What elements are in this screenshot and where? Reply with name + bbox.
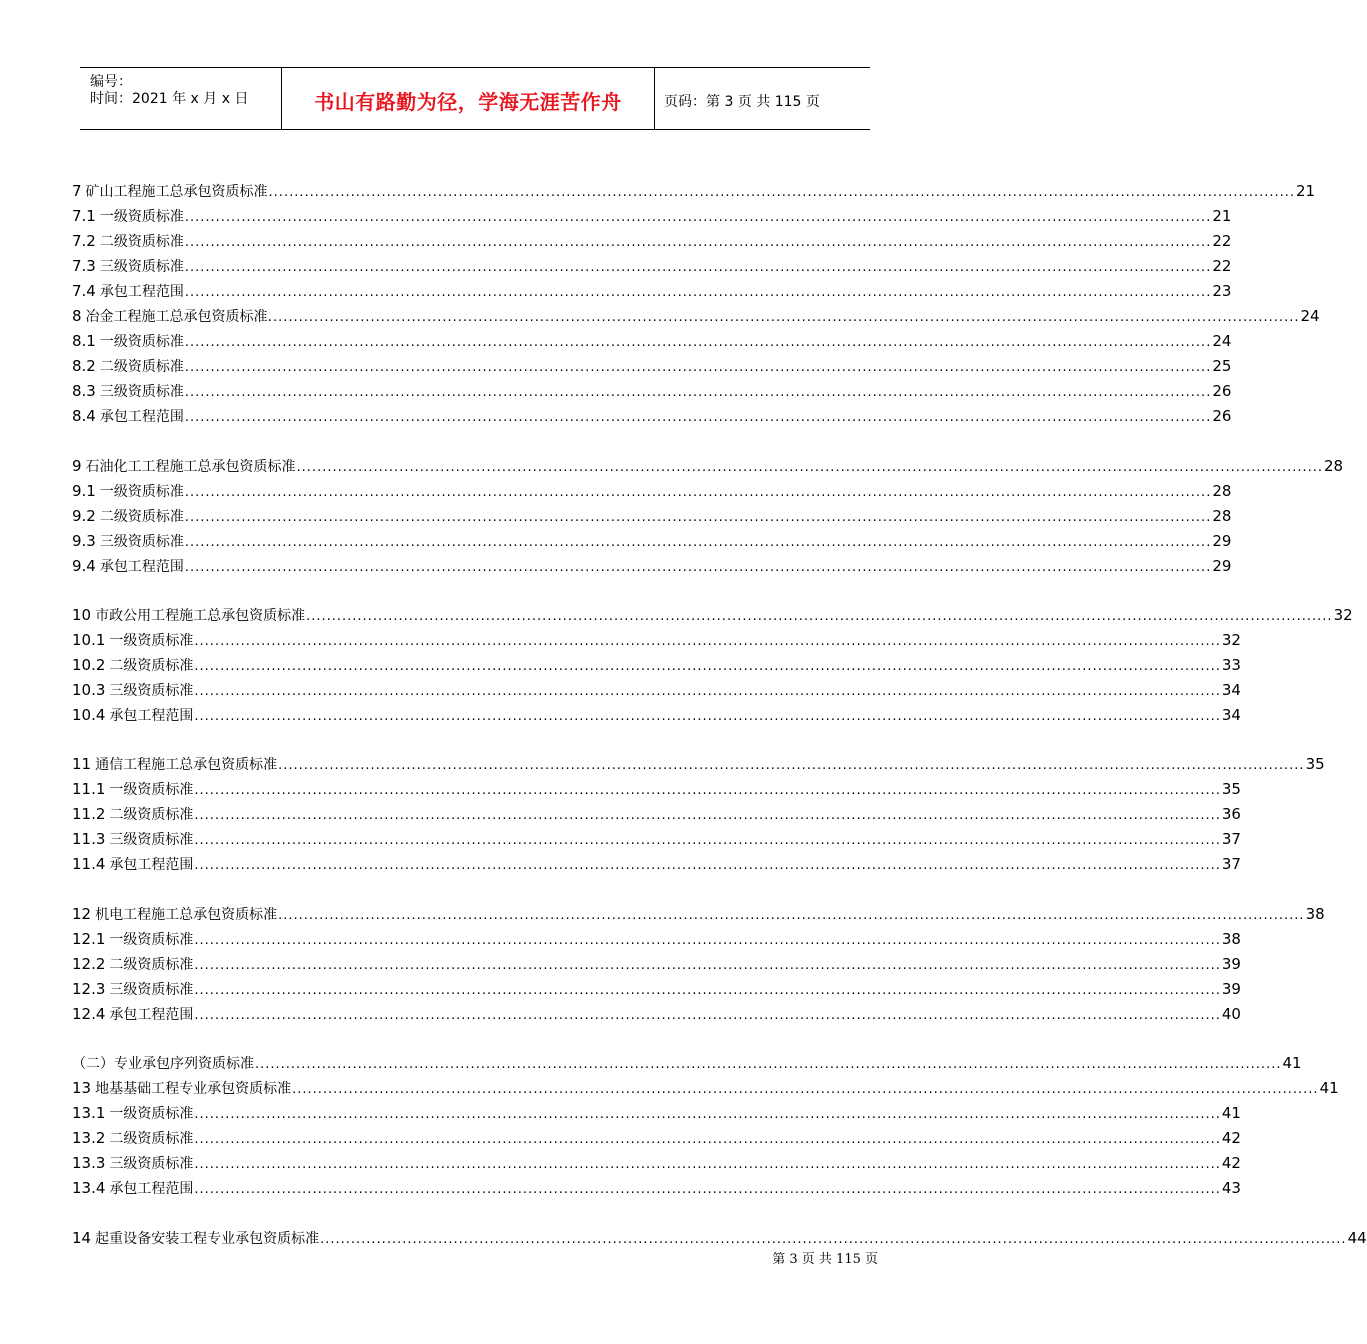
toc-entry[interactable] — [72, 405, 1232, 427]
toc-entry[interactable] — [72, 803, 1241, 825]
toc-entry-number: 11.3 — [72, 830, 106, 848]
toc-entry-page: 42 — [1221, 1129, 1241, 1147]
header-page-cell — [655, 68, 870, 129]
toc-leader-dots: ........................................................................................................................................................................................................ — [194, 783, 1221, 798]
toc-entry-page: 24 — [1212, 332, 1232, 350]
toc-entry-page: 28 — [1324, 457, 1344, 475]
toc-entry-title: 承包工程范围 — [109, 708, 194, 724]
toc-entry-number: 8.2 — [72, 357, 96, 375]
toc-leader-dots: ........................................................................................................................................................................................................ — [255, 1057, 1282, 1072]
toc-leader-dots: ........................................................................................................................................................................................................ — [184, 410, 1212, 425]
toc-entry-number: 7 — [72, 182, 82, 200]
toc-entry-number: 12.1 — [72, 930, 106, 948]
toc-entry-number: 11.2 — [72, 805, 106, 823]
toc-entry-number: 8 — [72, 307, 82, 325]
toc-entry-title: 二级资质标准 — [99, 234, 184, 250]
toc-entry-page: 23 — [1212, 282, 1232, 300]
toc-entry[interactable] — [72, 230, 1232, 252]
toc-entry-number: 9.1 — [72, 482, 96, 500]
toc-leader-dots: ........................................................................................................................................................................................................ — [184, 560, 1212, 575]
toc-entry-number: 11.1 — [72, 780, 106, 798]
toc-entry-page: 22 — [1212, 257, 1232, 275]
toc-entry-title: 二级资质标准 — [99, 509, 184, 525]
toc-entry-page: 38 — [1305, 905, 1325, 923]
toc-entry[interactable] — [72, 1227, 1367, 1249]
toc-entry-number: 8.3 — [72, 382, 96, 400]
toc-entry[interactable] — [72, 679, 1241, 701]
toc-entry-number: 7.1 — [72, 207, 96, 225]
toc-leader-dots: ........................................................................................................................................................................................................ — [292, 1082, 1319, 1097]
toc-leader-dots: ........................................................................................................................................................................................................ — [194, 709, 1221, 724]
toc-entry-title: 起重设备安装工程专业承包资质标准 — [95, 1231, 320, 1247]
toc-leader-dots: ........................................................................................................................................................................................................ — [320, 1232, 1347, 1247]
toc-entry-title: 一级资质标准 — [99, 484, 184, 500]
toc-entry-page: 41 — [1319, 1079, 1339, 1097]
toc-entry-number: 13.2 — [72, 1129, 106, 1147]
toc-entry[interactable] — [72, 330, 1232, 352]
toc-entry-title: 三级资质标准 — [99, 259, 184, 275]
header-motto-cell — [282, 68, 655, 129]
toc-entry-page: 32 — [1333, 606, 1353, 624]
toc-leader-dots: ........................................................................................................................................................................................................ — [194, 1182, 1221, 1197]
toc-entry-title: 承包工程范围 — [99, 559, 184, 575]
toc-entry-page: 39 — [1221, 980, 1241, 998]
toc-entry-page: 40 — [1221, 1005, 1241, 1023]
toc-entry-page: 44 — [1347, 1229, 1367, 1247]
toc-entry-number: 12 — [72, 905, 92, 923]
toc-entry-page: 41 — [1221, 1104, 1241, 1122]
toc-entry-title: 二级资质标准 — [109, 658, 194, 674]
toc-entry-page: 35 — [1221, 780, 1241, 798]
toc-entry-number: 10.1 — [72, 631, 106, 649]
toc-entry-page: 36 — [1221, 805, 1241, 823]
toc-entry-title: 市政公用工程施工总承包资质标准 — [95, 608, 306, 624]
page-header — [80, 67, 870, 130]
toc-entry-page: 26 — [1212, 382, 1232, 400]
toc-entry-title: 石油化工工程施工总承包资质标准 — [85, 459, 296, 475]
toc-entry[interactable] — [72, 629, 1241, 651]
toc-entry-page: 29 — [1212, 532, 1232, 550]
toc-entry[interactable] — [72, 305, 1320, 327]
toc-entry[interactable] — [72, 455, 1344, 477]
toc-leader-dots: ........................................................................................................................................................................................................ — [306, 609, 1333, 624]
toc-leader-dots: ........................................................................................................................................................................................................ — [194, 858, 1221, 873]
toc-entry-title: 一级资质标准 — [99, 209, 184, 225]
toc-entry[interactable] — [72, 255, 1232, 277]
toc-entry-title: 一级资质标准 — [109, 782, 194, 798]
toc-entry[interactable] — [72, 953, 1241, 975]
toc-entry-number: 7.3 — [72, 257, 96, 275]
toc-entry-number: 13 — [72, 1079, 92, 1097]
toc-entry[interactable] — [72, 753, 1325, 775]
toc-leader-dots: ........................................................................................................................................................................................................ — [194, 634, 1221, 649]
document-number-label: 编号： — [90, 74, 132, 90]
toc-entry-number: 8.1 — [72, 332, 96, 350]
toc-entry-number: 12.2 — [72, 955, 106, 973]
toc-entry-page: 25 — [1212, 357, 1232, 375]
toc-entry-number: 9.2 — [72, 507, 96, 525]
toc-entry[interactable] — [72, 380, 1232, 402]
toc-entry-title: 承包工程范围 — [109, 857, 194, 873]
toc-entry-title: 矿山工程施工总承包资质标准 — [85, 184, 268, 200]
toc-leader-dots: ........................................................................................................................................................................................................ — [184, 210, 1212, 225]
toc-entry-page: 42 — [1221, 1154, 1241, 1172]
toc-entry-title: 二级资质标准 — [109, 807, 194, 823]
toc-leader-dots: ........................................................................................................................................................................................................ — [268, 185, 1296, 200]
toc-entry[interactable] — [72, 180, 1316, 202]
toc-entry[interactable] — [72, 205, 1232, 227]
toc-entry-title: 三级资质标准 — [99, 534, 184, 550]
toc-leader-dots: ........................................................................................................................................................................................................ — [194, 808, 1221, 823]
toc-entry-number: 13.1 — [72, 1104, 106, 1122]
toc-entry-title: 三级资质标准 — [109, 982, 194, 998]
toc-leader-dots: ........................................................................................................................................................................................................ — [278, 758, 1305, 773]
toc-entry-page: 33 — [1221, 656, 1241, 674]
toc-entry[interactable] — [72, 853, 1241, 875]
toc-leader-dots: ........................................................................................................................................................................................................ — [184, 360, 1212, 375]
toc-entry-title: 地基基础工程专业承包资质标准 — [95, 1081, 292, 1097]
toc-entry-number: 10.2 — [72, 656, 106, 674]
toc-entry-page: 34 — [1221, 681, 1241, 699]
toc-entry[interactable] — [72, 355, 1232, 377]
toc-entry-number: 8.4 — [72, 407, 96, 425]
toc-entry[interactable] — [72, 704, 1241, 726]
toc-entry-title: 一级资质标准 — [109, 932, 194, 948]
toc-entry-page: 21 — [1296, 182, 1316, 200]
toc-entry-number: 13.4 — [72, 1179, 106, 1197]
toc-entry[interactable] — [72, 903, 1325, 925]
toc-leader-dots: ........................................................................................................................................................................................................ — [194, 958, 1221, 973]
toc-leader-dots: ........................................................................................................................................................................................................ — [194, 983, 1221, 998]
toc-leader-dots: ........................................................................................................................................................................................................ — [194, 659, 1221, 674]
toc-entry-page: 39 — [1221, 955, 1241, 973]
toc-leader-dots: ........................................................................................................................................................................................................ — [273, 310, 1300, 325]
toc-leader-dots: ........................................................................................................................................................................................................ — [184, 285, 1212, 300]
toc-leader-dots: ........................................................................................................................................................................................................ — [184, 535, 1212, 550]
toc-entry-page: 26 — [1212, 407, 1232, 425]
toc-entry-title: 三级资质标准 — [109, 1156, 194, 1172]
header-motto: 书山有路勤为径，学海无涯苦作舟 — [314, 90, 622, 114]
toc-entry-title: 承包工程范围 — [99, 284, 184, 300]
toc-entry-number: 13.3 — [72, 1154, 106, 1172]
toc-entry[interactable] — [72, 555, 1232, 577]
toc-entry-page: 22 — [1212, 232, 1232, 250]
toc-entry[interactable] — [72, 530, 1232, 552]
toc-entry-title: 三级资质标准 — [109, 832, 194, 848]
toc-entry-title: 一级资质标准 — [99, 334, 184, 350]
toc-entry-page: 41 — [1282, 1054, 1302, 1072]
toc-entry-number: 7.2 — [72, 232, 96, 250]
toc-entry[interactable] — [72, 1127, 1241, 1149]
toc-leader-dots: ........................................................................................................................................................................................................ — [278, 908, 1305, 923]
toc-entry-number: 14 — [72, 1229, 92, 1247]
toc-entry-number: 10 — [72, 606, 92, 624]
toc-entry[interactable] — [72, 1052, 1302, 1074]
header-info-cell — [80, 68, 282, 129]
toc-entry-title: 二级资质标准 — [109, 957, 194, 973]
toc-entry[interactable] — [72, 1102, 1241, 1124]
toc-entry-title: 一级资质标准 — [109, 633, 194, 649]
toc-leader-dots: ........................................................................................................................................................................................................ — [194, 1157, 1221, 1172]
toc-entry[interactable] — [72, 280, 1232, 302]
toc-leader-dots: ........................................................................................................................................................................................................ — [194, 1008, 1221, 1023]
toc-entry[interactable] — [72, 978, 1241, 1000]
toc-entry-page: 38 — [1221, 930, 1241, 948]
toc-entry-page: 32 — [1221, 631, 1241, 649]
toc-entry-page: 37 — [1221, 855, 1241, 873]
toc-entry[interactable] — [72, 654, 1241, 676]
toc-entry[interactable] — [72, 1003, 1241, 1025]
toc-leader-dots: ........................................................................................................................................................................................................ — [184, 235, 1212, 250]
toc-entry-page: 28 — [1212, 507, 1232, 525]
footer-page-number: 第 3 页 共 115 页 — [772, 1252, 878, 1267]
toc-entry-number: 9.4 — [72, 557, 96, 575]
toc-entry-number: 10.3 — [72, 681, 106, 699]
toc-entry[interactable] — [72, 828, 1241, 850]
toc-entry-page: 43 — [1221, 1179, 1241, 1197]
toc-leader-dots: ........................................................................................................................................................................................................ — [194, 933, 1221, 948]
toc-entry[interactable] — [72, 505, 1232, 527]
toc-entry-title: 冶金工程施工总承包资质标准. — [85, 309, 272, 325]
toc-entry-number: 11 — [72, 755, 92, 773]
toc-entry-page: 34 — [1221, 706, 1241, 724]
toc-entry-page: 29 — [1212, 557, 1232, 575]
toc-leader-dots: ........................................................................................................................................................................................................ — [194, 1132, 1221, 1147]
toc-leader-dots: ........................................................................................................................................................................................................ — [194, 833, 1221, 848]
toc-entry-number: 12.4 — [72, 1005, 106, 1023]
toc-entry[interactable] — [72, 1077, 1339, 1099]
toc-entry-page: 37 — [1221, 830, 1241, 848]
toc-entry-number: 9 — [72, 457, 82, 475]
toc-leader-dots: ........................................................................................................................................................................................................ — [296, 460, 1324, 475]
toc-leader-dots: ........................................................................................................................................................................................................ — [194, 684, 1221, 699]
toc-entry-title: 通信工程施工总承包资质标准 — [95, 757, 278, 773]
toc-entry-title: 三级资质标准 — [99, 384, 184, 400]
toc-entry-title: 承包工程范围 — [109, 1181, 194, 1197]
toc-entry-title: 一级资质标准 — [109, 1106, 194, 1122]
toc-entry-page: 24 — [1300, 307, 1320, 325]
toc-entry-number: 12.3 — [72, 980, 106, 998]
toc-leader-dots: ........................................................................................................................................................................................................ — [184, 485, 1212, 500]
toc-entry[interactable] — [72, 1177, 1241, 1199]
toc-entry[interactable] — [72, 480, 1232, 502]
toc-entry[interactable] — [72, 928, 1241, 950]
toc-entry-title: 二级资质标准 — [109, 1131, 194, 1147]
document-time-label: 时间：2021 年 x 月 x 日 — [90, 91, 249, 107]
toc-leader-dots: ........................................................................................................................................................................................................ — [184, 260, 1212, 275]
toc-leader-dots: ........................................................................................................................................................................................................ — [184, 385, 1212, 400]
toc-entry-title: 机电工程施工总承包资质标准 — [95, 907, 278, 923]
toc-entry-title: 二级资质标准 — [99, 359, 184, 375]
toc-leader-dots: ........................................................................................................................................................................................................ — [194, 1107, 1221, 1122]
toc-entry[interactable] — [72, 1152, 1241, 1174]
toc-entry-number: 11.4 — [72, 855, 106, 873]
toc-entry[interactable] — [72, 778, 1241, 800]
toc-entry-number: 10.4 — [72, 706, 106, 724]
toc-entry-title: 三级资质标准 — [109, 683, 194, 699]
toc-entry-number: 9.3 — [72, 532, 96, 550]
toc-entry-title: （二）专业承包序列资质标准 — [72, 1056, 254, 1072]
toc-entry-page: 21 — [1212, 207, 1232, 225]
toc-entry-page: 28 — [1212, 482, 1232, 500]
toc-entry[interactable] — [72, 604, 1353, 626]
toc-leader-dots: ........................................................................................................................................................................................................ — [184, 510, 1212, 525]
toc-leader-dots: ........................................................................................................................................................................................................ — [184, 335, 1212, 350]
toc-entry-title: 承包工程范围 — [99, 409, 184, 425]
toc-entry-page: 35 — [1305, 755, 1325, 773]
header-page-number: 页码：第 3 页 共 115 页 — [664, 94, 820, 110]
toc-entry-title: 承包工程范围 — [109, 1007, 194, 1023]
toc-entry-number: 7.4 — [72, 282, 96, 300]
